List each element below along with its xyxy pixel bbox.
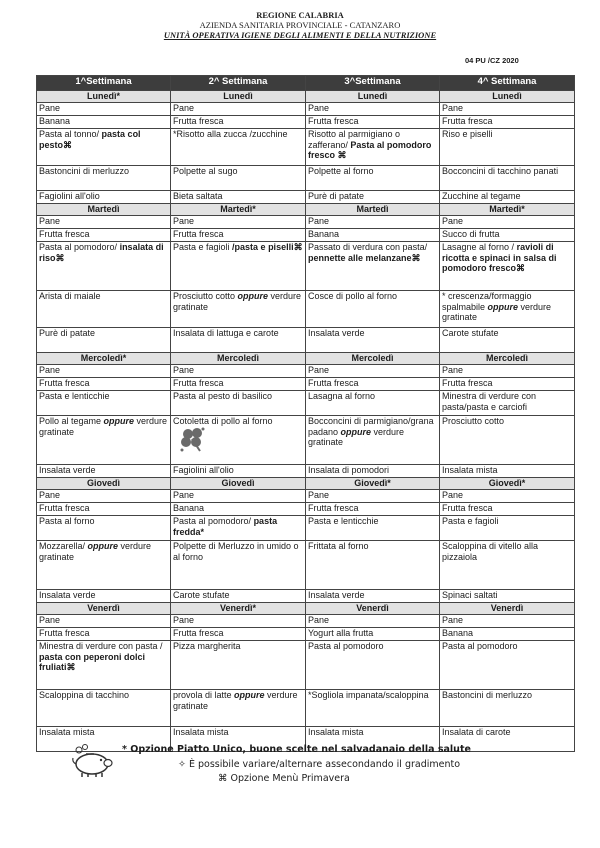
menu-cell	[37, 166, 171, 191]
menu-text: Pane	[308, 615, 330, 625]
menu-text: pasta col pesto	[39, 129, 141, 150]
menu-cell	[37, 242, 171, 291]
menu-text: Minestra di verdure con pasta /	[39, 641, 163, 651]
menu-row	[37, 229, 575, 242]
menu-text: Insalata mista	[173, 727, 229, 737]
menu-text: Pasta al forno	[39, 516, 95, 526]
menu-text: Insalata mista	[308, 727, 364, 737]
menu-cell	[171, 541, 306, 590]
menu-cell	[171, 129, 306, 166]
menu-cell	[306, 129, 440, 166]
menu-cell	[306, 365, 440, 378]
menu-text: Frutta fresca	[173, 116, 224, 126]
menu-text: Frutta fresca	[39, 378, 90, 388]
spring-menu-mark: ⌘	[516, 263, 526, 273]
spring-menu-mark: ⌘	[335, 150, 347, 160]
menu-text: Zucchine al tegame	[442, 191, 521, 201]
menu-cell	[306, 503, 440, 516]
menu-cell	[306, 229, 440, 242]
menu-cell	[37, 416, 171, 465]
menu-text: Pane	[442, 365, 464, 375]
menu-text: Cotoletta di pollo al forno	[173, 416, 273, 426]
menu-cell	[440, 129, 575, 166]
menu-text: Minestra di verdure con pasta/pasta e carciofi	[442, 391, 537, 412]
menu-cell	[440, 365, 575, 378]
menu-cell	[171, 365, 306, 378]
menu-cell	[440, 216, 575, 229]
menu-text: Insalata di pomodori	[308, 465, 390, 475]
spring-menu-mark: ⌘	[293, 242, 303, 252]
menu-cell	[440, 516, 575, 541]
menu-cell	[440, 166, 575, 191]
menu-row	[37, 465, 575, 478]
menu-cell	[171, 516, 306, 541]
day-row	[37, 478, 575, 490]
menu-cell	[37, 103, 171, 116]
menu-text: Purè di patate	[308, 191, 365, 201]
menu-row	[37, 690, 575, 727]
menu-text: Frutta fresca	[308, 503, 359, 513]
menu-cell	[440, 191, 575, 204]
menu-cell	[37, 116, 171, 129]
menu-cell	[306, 490, 440, 503]
menu-cell	[171, 378, 306, 391]
menu-cell	[306, 166, 440, 191]
menu-cell	[37, 328, 171, 353]
menu-text: Pasta e lenticchie	[308, 516, 379, 526]
menu-cell	[440, 628, 575, 641]
menu-text: Prosciutto cotto	[442, 416, 505, 426]
menu-text: Fagiolini all'olio	[39, 191, 100, 201]
menu-cell	[306, 242, 440, 291]
menu-text: verdure gratinate	[442, 301, 552, 322]
menu-cell	[440, 465, 575, 478]
menu-row	[37, 516, 575, 541]
menu-cell	[440, 391, 575, 416]
day-row	[37, 91, 575, 103]
menu-text: Scaloppina di vitello alla pizzaiola	[442, 541, 539, 562]
day-header: Lunedì*	[37, 91, 171, 103]
menu-cell	[306, 103, 440, 116]
menu-cell	[171, 503, 306, 516]
menu-cell	[306, 191, 440, 204]
piggy-bank-icon	[70, 744, 116, 778]
menu-text: Pasta al pomodoro	[442, 641, 518, 651]
menu-text: Bastoncini di merluzzo	[39, 166, 130, 176]
day-header: Martedì	[37, 204, 171, 216]
day-header: Giovedì*	[440, 478, 575, 490]
menu-row	[37, 191, 575, 204]
menu-cell	[306, 116, 440, 129]
menu-cell	[440, 103, 575, 116]
menu-cell	[440, 378, 575, 391]
menu-text: Pane	[173, 103, 195, 113]
menu-text: oppure	[487, 301, 519, 312]
menu-text: Frutta fresca	[173, 378, 224, 388]
menu-text: Bocconcini di parmigiano/grana padano	[308, 416, 434, 437]
day-header: Mercoledì	[306, 353, 440, 365]
header-region: REGIONE CALABRIA	[256, 10, 344, 20]
menu-text: Carote stufate	[173, 590, 230, 600]
day-header: Venerdì	[37, 603, 171, 615]
menu-cell	[440, 116, 575, 129]
menu-text: Insalata mista	[442, 465, 498, 475]
menu-text: Frutta fresca	[308, 378, 359, 388]
menu-cell	[37, 129, 171, 166]
day-header: Martedì*	[171, 204, 306, 216]
menu-row	[37, 615, 575, 628]
menu-cell	[306, 416, 440, 465]
menu-row	[37, 503, 575, 516]
day-header: Martedì	[306, 204, 440, 216]
menu-text: Risotto al parmigiano o zafferano/	[308, 129, 401, 150]
menu-text: Pane	[308, 365, 330, 375]
menu-text: verdure gratinate	[308, 426, 405, 447]
menu-cell	[306, 516, 440, 541]
menu-text: Pane	[39, 490, 61, 500]
menu-cell	[171, 628, 306, 641]
menu-row	[37, 291, 575, 328]
menu-text: Pane	[442, 490, 464, 500]
menu-cell	[440, 416, 575, 465]
menu-text: *Risotto alla zucca /zucchine	[173, 129, 288, 139]
menu-cell	[37, 365, 171, 378]
menu-text: Pane	[39, 216, 61, 226]
menu-cell	[171, 465, 306, 478]
menu-cell	[440, 641, 575, 690]
menu-text: Pasta al pomodoro	[308, 641, 384, 651]
menu-text: Pasta al pomodoro/	[173, 516, 254, 526]
menu-cell	[37, 628, 171, 641]
header-unit: UNITÀ OPERATIVA IGIENE DEGLI ALIMENTI E DELLA NUTRIZIONE	[163, 30, 437, 40]
menu-text: Fagiolini all'olio	[173, 465, 234, 475]
menu-text: Banana	[173, 503, 205, 513]
day-header: Venerdì	[440, 603, 575, 615]
menu-row	[37, 391, 575, 416]
day-header: Martedì*	[440, 204, 575, 216]
menu-cell	[171, 590, 306, 603]
day-row	[37, 353, 575, 365]
menu-cell	[306, 641, 440, 690]
day-header: Venerdì	[306, 603, 440, 615]
menu-text: insalata di riso	[39, 242, 164, 263]
menu-text: Succo di frutta	[442, 229, 500, 239]
menu-text: Mozzarella/	[39, 541, 88, 551]
menu-text: Lasagne al forno /	[442, 242, 517, 252]
menu-text: Frutta fresca	[173, 229, 224, 239]
menu-cell	[37, 503, 171, 516]
week-header: 1^Settimana	[37, 76, 171, 91]
day-header: Lunedì	[306, 91, 440, 103]
menu-cell	[37, 490, 171, 503]
day-header: Mercoledì	[440, 353, 575, 365]
menu-row	[37, 590, 575, 603]
menu-cell	[306, 615, 440, 628]
menu-text: Spinaci saltati	[442, 590, 498, 600]
menu-cell	[171, 191, 306, 204]
menu-cell	[37, 615, 171, 628]
menu-cell	[440, 690, 575, 727]
menu-text: * crescenza/formaggio spalmabile	[442, 291, 532, 312]
weekly-menu-table	[36, 75, 575, 752]
menu-cell	[306, 328, 440, 353]
menu-text: Pane	[442, 216, 464, 226]
menu-cell	[171, 216, 306, 229]
menu-cell	[37, 516, 171, 541]
menu-text: pasta fredda*	[173, 516, 278, 537]
menu-text: oppure	[234, 690, 265, 700]
menu-text: Pasta al tonno/	[39, 129, 102, 139]
menu-text: Pane	[442, 615, 464, 625]
menu-text: Arista di maiale	[39, 291, 101, 301]
day-header: Venerdì*	[171, 603, 306, 615]
menu-text: Lasagna al forno	[308, 391, 376, 401]
menu-text: Pane	[173, 365, 195, 375]
menu-text: oppure	[237, 291, 269, 301]
menu-text: Banana	[308, 229, 340, 239]
menu-cell	[440, 541, 575, 590]
menu-cell	[171, 328, 306, 353]
menu-text: verdure gratinate	[173, 291, 302, 312]
menu-text: Bastoncini di merluzzo	[442, 690, 533, 700]
menu-row	[37, 641, 575, 690]
menu-text: Banana	[442, 628, 474, 638]
menu-row	[37, 541, 575, 590]
menu-text: Pasta e fagioli	[173, 242, 233, 252]
menu-row	[37, 216, 575, 229]
menu-row	[37, 378, 575, 391]
menu-cell	[440, 291, 575, 328]
menu-cell	[440, 242, 575, 291]
menu-row	[37, 166, 575, 191]
menu-text: Insalata mista	[39, 727, 95, 737]
menu-text: pennette alle melanzane	[308, 252, 412, 263]
menu-text: Pane	[308, 216, 330, 226]
menu-text: verdure gratinate	[39, 541, 152, 562]
spring-menu-mark: ⌘	[63, 139, 73, 150]
menu-cell	[440, 490, 575, 503]
menu-text: Insalata verde	[39, 465, 96, 475]
menu-cell	[440, 615, 575, 628]
menu-cell	[171, 116, 306, 129]
header-agency: AZIENDA SANITARIA PROVINCIALE - CATANZARO	[199, 20, 401, 30]
menu-text: oppure	[103, 416, 135, 426]
menu-text: Pollo al tegame	[39, 416, 104, 426]
menu-cell	[171, 690, 306, 727]
menu-row	[37, 328, 575, 353]
day-header: Lunedì	[171, 91, 306, 103]
document-code: 04 PU /CZ 2020	[465, 56, 519, 65]
menu-text: Frutta fresca	[39, 628, 90, 638]
menu-text: Carote stufate	[442, 328, 499, 338]
menu-cell	[306, 465, 440, 478]
menu-text: Frutta fresca	[173, 628, 224, 638]
menu-cell	[37, 690, 171, 727]
menu-cell	[306, 541, 440, 590]
menu-text: Passato di verdura con pasta/	[308, 242, 428, 252]
menu-text: Pane	[173, 490, 195, 500]
menu-text: Pasta al pomodoro fresco	[308, 139, 432, 160]
menu-text: Pane	[39, 365, 61, 375]
menu-text: Pizza margherita	[173, 641, 241, 651]
menu-cell	[37, 191, 171, 204]
day-header: Giovedì	[171, 478, 306, 490]
menu-text: ravioli di ricotta e spinaci in salsa di pomodoro fresco	[442, 242, 557, 273]
menu-text: Pasta e lenticchie	[39, 391, 110, 401]
menu-cell	[171, 103, 306, 116]
menu-row	[37, 116, 575, 129]
menu-text: Pasta al pesto di basilico	[173, 391, 273, 401]
day-row	[37, 204, 575, 216]
menu-cell	[440, 503, 575, 516]
menu-cell	[171, 490, 306, 503]
menu-cell	[171, 166, 306, 191]
week-header-row	[37, 76, 575, 91]
menu-body	[37, 91, 575, 752]
menu-text: Yogurt alla frutta	[308, 628, 374, 638]
menu-text: Polpette al sugo	[173, 166, 238, 176]
menu-cell	[440, 590, 575, 603]
menu-cell	[306, 690, 440, 727]
clover-icon	[178, 425, 208, 453]
menu-cell	[171, 641, 306, 690]
week-header: 3^Settimana	[306, 76, 440, 91]
menu-text: Pane	[308, 490, 330, 500]
menu-text: Scaloppina di tacchino	[39, 690, 130, 700]
week-header: 4^ Settimana	[440, 76, 575, 91]
menu-text: oppure	[87, 541, 119, 551]
menu-row	[37, 628, 575, 641]
menu-text: Polpette al forno	[308, 166, 374, 176]
menu-text: Pane	[173, 615, 195, 625]
spring-menu-mark: ⌘	[55, 252, 65, 263]
menu-text: verdure gratinate	[173, 690, 298, 711]
menu-cell	[306, 391, 440, 416]
menu-text: Cosce di pollo al forno	[308, 291, 398, 301]
menu-cell	[306, 216, 440, 229]
day-header: Mercoledì*	[37, 353, 171, 365]
menu-text: Pane	[173, 216, 195, 226]
menu-cell	[306, 590, 440, 603]
menu-cell	[37, 216, 171, 229]
menu-text: Pane	[39, 615, 61, 625]
menu-text: Insalata verde	[308, 328, 365, 338]
day-header: Mercoledì	[171, 353, 306, 365]
menu-text: Purè di patate	[39, 328, 96, 338]
menu-text: Insalata verde	[308, 590, 365, 600]
menu-text: Frittata al forno	[308, 541, 369, 551]
menu-cell	[171, 229, 306, 242]
menu-cell	[440, 229, 575, 242]
menu-cell	[37, 229, 171, 242]
menu-text: Insalata di lattuga e carote	[173, 328, 279, 338]
menu-cell	[37, 391, 171, 416]
menu-text: Banana	[39, 116, 71, 126]
menu-cell	[37, 590, 171, 603]
menu-cell	[37, 291, 171, 328]
spring-menu-mark: ⌘	[66, 662, 76, 672]
day-row	[37, 603, 575, 615]
menu-row	[37, 129, 575, 166]
menu-text: Pasta e fagioli	[442, 516, 499, 526]
menu-text: Pasta al pomodoro/	[39, 242, 120, 252]
menu-text: Frutta fresca	[442, 503, 493, 513]
legend-spring-menu: ⌘ Opzione Menù Primavera	[218, 773, 350, 784]
menu-text: Insalata verde	[39, 590, 96, 600]
menu-cell	[37, 541, 171, 590]
menu-cell	[37, 378, 171, 391]
menu-cell	[171, 242, 306, 291]
day-header: Giovedì*	[306, 478, 440, 490]
day-header: Giovedì	[37, 478, 171, 490]
menu-text: *Sogliola impanata/scaloppina	[308, 690, 429, 700]
menu-row	[37, 365, 575, 378]
menu-row	[37, 416, 575, 465]
document-header	[0, 10, 600, 40]
menu-text: pasta con peperoni dolci fruliati	[39, 651, 146, 672]
menu-text: Frutta fresca	[39, 503, 90, 513]
menu-text: Frutta fresca	[442, 378, 493, 388]
legend-single-dish: * Opzione Piatto Unico, buone scelte nel salvadanaio della salute	[122, 744, 471, 755]
menu-text: Insalata di carote	[442, 727, 511, 737]
menu-cell	[306, 291, 440, 328]
legend-alternate: ✧ È possibile variare/alternare assecondando il gradimento	[178, 759, 461, 770]
menu-text: Frutta fresca	[39, 229, 90, 239]
menu-text: Frutta fresca	[308, 116, 359, 126]
menu-cell	[306, 628, 440, 641]
menu-text: Riso e piselli	[442, 129, 493, 139]
menu-text: /pasta e piselli	[232, 242, 294, 252]
day-header: Lunedì	[440, 91, 575, 103]
menu-cell	[37, 465, 171, 478]
menu-text: Bocconcini di tacchino panati	[442, 166, 559, 176]
menu-text: Polpette di Merluzzo in umido o al forno	[173, 541, 299, 562]
menu-text: Frutta fresca	[442, 116, 493, 126]
menu-cell	[171, 615, 306, 628]
menu-cell	[37, 641, 171, 690]
menu-text: provola di latte	[173, 690, 235, 700]
menu-cell	[440, 328, 575, 353]
menu-row	[37, 490, 575, 503]
menu-cell	[171, 391, 306, 416]
menu-text: Bieta saltata	[173, 191, 223, 201]
menu-text: verdure gratinate	[39, 416, 168, 437]
menu-text: Pane	[39, 103, 61, 113]
week-header: 2^ Settimana	[171, 76, 306, 91]
menu-text: Pane	[442, 103, 464, 113]
menu-row	[37, 103, 575, 116]
menu-row	[37, 242, 575, 291]
menu-text: oppure	[340, 426, 372, 437]
spring-menu-mark: ⌘	[411, 252, 421, 263]
menu-text: Prosciutto cotto	[173, 291, 238, 301]
menu-text: Pane	[308, 103, 330, 113]
menu-cell	[306, 378, 440, 391]
menu-cell	[171, 291, 306, 328]
